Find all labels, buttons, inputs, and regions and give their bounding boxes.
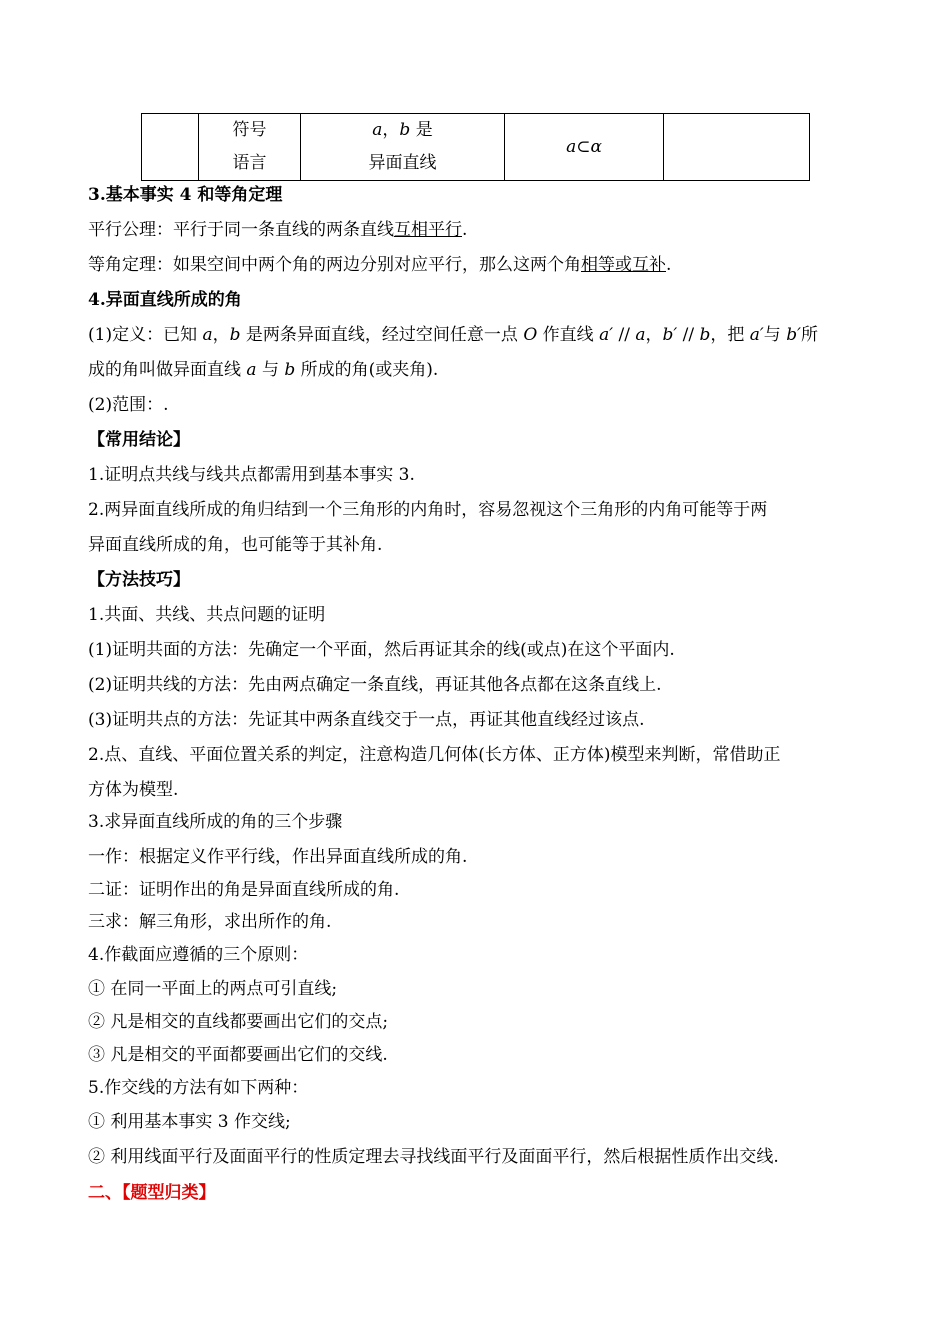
section2-heading: 二、【题型归类】 (88, 1183, 216, 1203)
method-1c: (3)证明共点的方法：先证其中两条直线交于一点，再证其他直线经过该点. (88, 710, 645, 730)
table-cell-label (199, 114, 301, 181)
table-label-line2: 语言 (232, 153, 267, 173)
table-label-line1: 符号 (232, 120, 267, 140)
method-3b: 二证：证明作出的角是异面直线所成的角. (88, 880, 400, 900)
section4-heading: 4.异面直线所成的角 (88, 290, 242, 310)
method-5b: ② 利用线面平行及面面平行的性质定理去寻找线面平行及面面平行，然后根据性质作出交线. (88, 1147, 779, 1167)
table-cell-subset: a⊂α (505, 114, 664, 181)
method-3: 3.求异面直线所成的角的三个步骤 (88, 812, 343, 832)
section3-heading: 3.基本事实 4 和等角定理 (88, 185, 283, 205)
method-4: 4.作截面应遵循的三个原则： (88, 945, 309, 965)
conclusion-1: 1.证明点共线与线共点都需用到基本事实 3. (88, 465, 415, 485)
method-5: 5.作交线的方法有如下两种： (88, 1078, 309, 1098)
table-cell-skew-lines (301, 114, 505, 181)
method-1a: (1)证明共面的方法：先确定一个平面，然后再证其余的线(或点)在这个平面内. (88, 640, 675, 660)
conclusions-heading: 【常用结论】 (88, 430, 190, 450)
table-cell-empty-last (664, 114, 810, 181)
definition-line1: (1)定义：已知 a，b 是两条异面直线，经过空间任意一点 O 作直线 a′ // a，b′ // b，把 a′与 b′所 (88, 325, 818, 345)
table-cell-empty (142, 114, 199, 181)
method-1b: (2)证明共线的方法：先由两点确定一条直线，再证其他各点都在这条直线上. (88, 675, 662, 695)
method-1: 1.共面、共线、共点问题的证明 (88, 605, 326, 625)
skew-lines-line2: 异面直线 (368, 153, 437, 173)
method-5a: ① 利用基本事实 3 作交线; (88, 1112, 291, 1132)
table-row (142, 114, 810, 181)
range-line: (2)范围：. (88, 395, 169, 415)
definition-line2: 成的角叫做异面直线 a 与 b 所成的角(或夹角). (88, 360, 439, 380)
method-2-line1: 2.点、直线、平面位置关系的判定，注意构造几何体(长方体、正方体)模型来判断，常借助正 (88, 745, 781, 765)
method-3a: 一作：根据定义作平行线，作出异面直线所成的角. (88, 847, 468, 867)
conclusion-2-line1: 2.两异面直线所成的角归结到一个三角形的内角时，容易忽视这个三角形的内角可能等于两 (88, 500, 768, 520)
symbol-language-table (141, 113, 810, 181)
parallel-axiom: 平行公理：平行于同一条直线的两条直线互相平行. (88, 220, 468, 240)
method-4a: ① 在同一平面上的两点可引直线; (88, 979, 338, 999)
conclusion-2-line2: 异面直线所成的角，也可能等于其补角. (88, 535, 383, 555)
method-2-line2: 方体为模型. (88, 780, 179, 800)
methods-heading: 【方法技巧】 (88, 570, 190, 590)
equal-angle-theorem: 等角定理：如果空间中两个角的两边分别对应平行，那么这两个角相等或互补. (88, 255, 672, 275)
method-3c: 三求：解三角形，求出所作的角. (88, 912, 332, 932)
skew-lines-line1: a，b 是 (372, 120, 433, 140)
method-4c: ③ 凡是相交的平面都要画出它们的交线. (88, 1045, 388, 1065)
method-4b: ② 凡是相交的直线都要画出它们的交点; (88, 1012, 389, 1032)
